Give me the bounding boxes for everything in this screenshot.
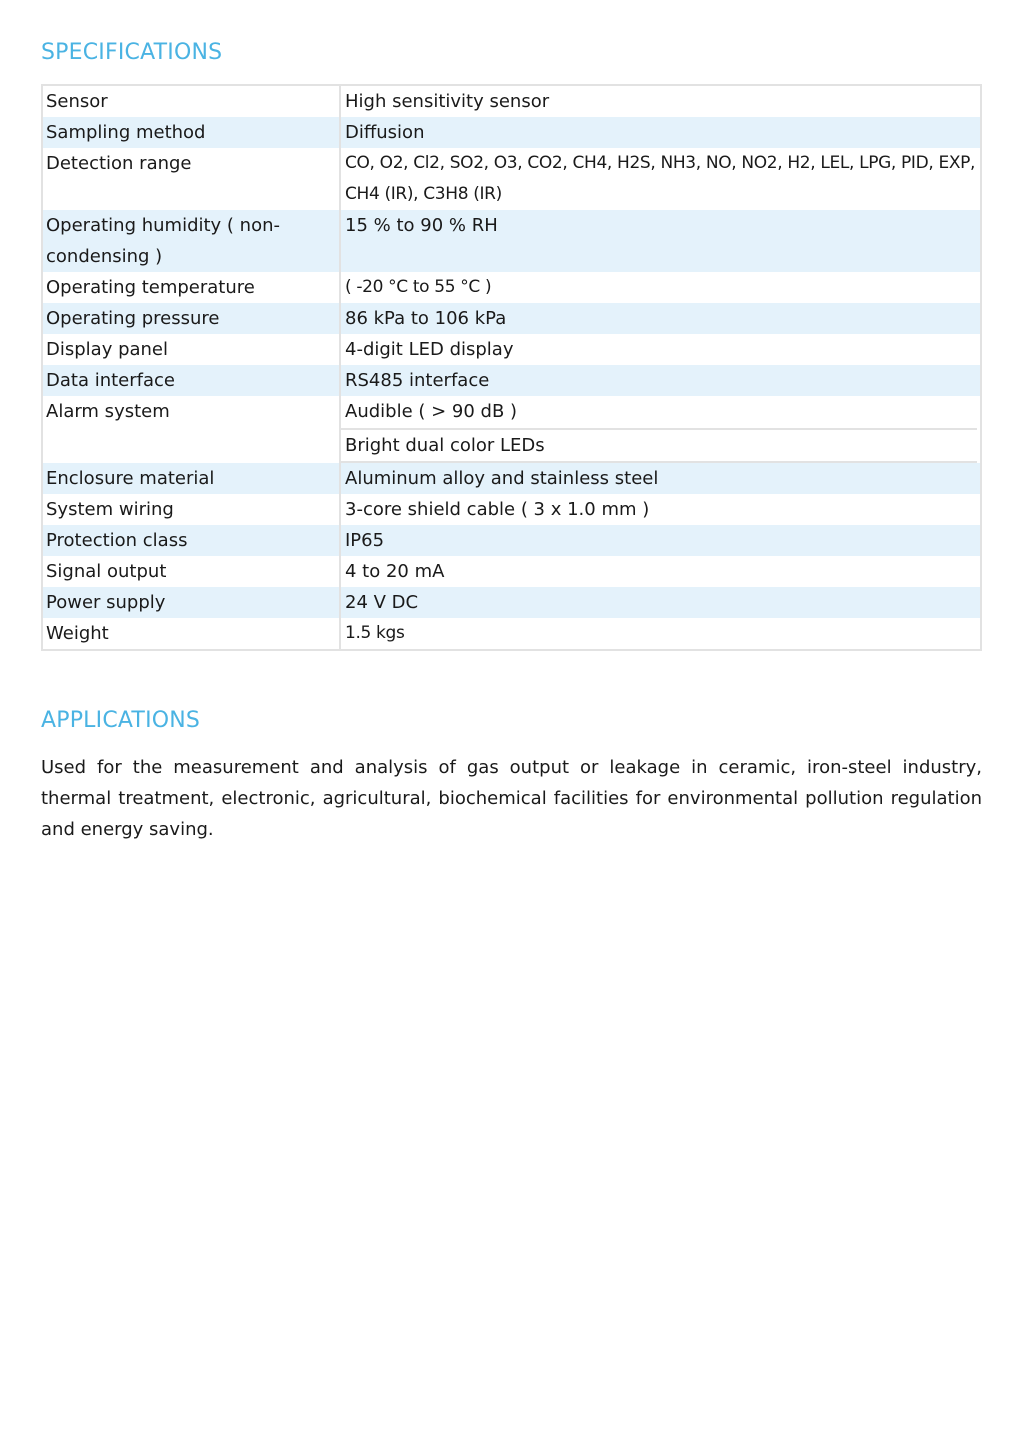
table-row xyxy=(43,117,980,148)
spec-value: Aluminum alloy and stainless steel xyxy=(345,468,659,489)
spec-label: Protection class xyxy=(43,525,341,556)
spec-value-group xyxy=(341,396,980,463)
spec-label: Signal output xyxy=(43,556,341,587)
spec-label: Alarm system xyxy=(43,396,341,463)
spec-label: Enclosure material xyxy=(43,463,341,494)
spec-value: IP65 xyxy=(345,530,385,551)
table-row xyxy=(43,86,980,117)
table-row xyxy=(43,210,980,272)
spec-label: Sampling method xyxy=(43,117,341,148)
spec-label: Data interface xyxy=(43,365,341,396)
table-row xyxy=(43,303,980,334)
spec-label: Sensor xyxy=(43,86,341,117)
table-row xyxy=(43,618,980,649)
table-row xyxy=(43,587,980,618)
spec-value: RS485 interface xyxy=(345,370,490,391)
spec-value: ( -20 °C to 55 °C ) xyxy=(345,277,492,297)
spec-label: System wiring xyxy=(43,494,341,525)
spec-value: 1.5 kgs xyxy=(345,623,405,643)
spec-label: Detection range xyxy=(43,148,341,210)
table-row xyxy=(43,396,980,463)
specifications-table xyxy=(41,84,982,651)
spec-label: Display panel xyxy=(43,334,341,365)
spec-label: Weight xyxy=(43,618,341,649)
spec-label: Power supply xyxy=(43,587,341,618)
spec-value: Diffusion xyxy=(345,122,425,143)
spec-value: 24 V DC xyxy=(345,592,419,613)
spec-value: High sensitivity sensor xyxy=(345,91,550,112)
table-row xyxy=(43,556,980,587)
table-row xyxy=(43,148,980,210)
table-row xyxy=(43,272,980,303)
spec-value: 86 kPa to 106 kPa xyxy=(345,308,507,329)
spec-value: 4-digit LED display xyxy=(345,339,514,360)
specifications-heading: SPECIFICATIONS xyxy=(41,40,223,65)
spec-value: 3-core shield cable ( 3 x 1.0 mm ) xyxy=(345,499,650,520)
spec-label: Operating pressure xyxy=(43,303,341,334)
table-row xyxy=(43,334,980,365)
spec-value: CO, O2, Cl2, SO2, O3, CO2, CH4, H2S, NH3, NO, NO2, H2, LEL, LPG, PID, EXP, CH4 (IR), C3H8 (IR) xyxy=(345,153,976,204)
table-row xyxy=(43,494,980,525)
table-row xyxy=(43,525,980,556)
spec-value: Audible ( > 90 dB ) xyxy=(341,396,977,430)
applications-paragraph: Used for the measurement and analysis of gas output or leakage in ceramic, iron-steel industry, thermal treatment, electronic, agricultural, biochemical facilities for environmental pollution regulation and energy saving. xyxy=(41,757,982,840)
spec-label: Operating temperature xyxy=(43,272,341,303)
applications-heading: APPLICATIONS xyxy=(41,708,201,733)
spec-label: Operating humidity ( non-condensing ) xyxy=(43,210,341,272)
table-row xyxy=(43,365,980,396)
spec-value: 4 to 20 mA xyxy=(345,561,445,582)
table-row xyxy=(43,463,980,494)
spec-value: Bright dual color LEDs xyxy=(341,430,977,463)
spec-value: 15 % to 90 % RH xyxy=(345,215,498,236)
